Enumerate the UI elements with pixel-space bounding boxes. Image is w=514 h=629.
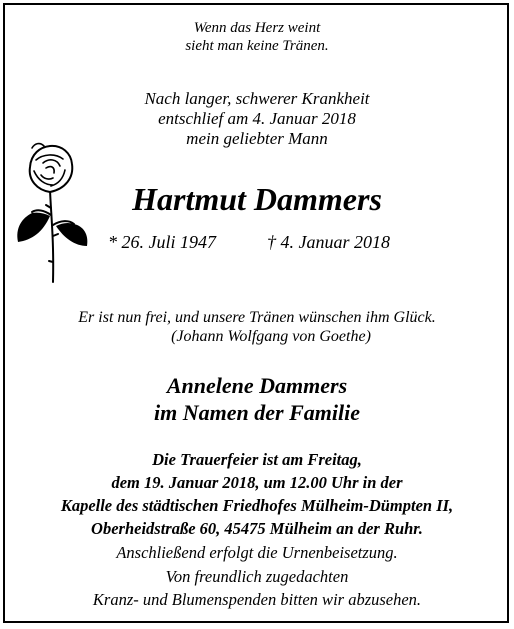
service-line-3: Kapelle des städtischen Friedhofes Mülheim-Dümpten II, (60, 496, 454, 515)
intro-line-2: entschlief am 4. Januar 2018 (158, 109, 356, 128)
family-line-1: Annelene Dammers (166, 373, 348, 398)
service-line-4: Oberheidstraße 60, 45475 Mülheim an der Ruhr. (91, 519, 423, 538)
closing-line-2: Von freundlich zugedachten (165, 567, 349, 586)
motto-line-1: Wenn das Herz weint (193, 20, 321, 36)
quote-text: Er ist nun frei, und unsere Tränen wünschen ihm Glück. (78, 309, 436, 326)
closing-line-1: Anschließend erfolgt die Urnenbeisetzung. (116, 543, 398, 562)
motto-line-2: sieht man keine Tränen. (185, 38, 329, 54)
deceased-name: Hartmut Dammers (132, 181, 382, 217)
service-line-1: Die Trauerfeier ist am Freitag, (152, 450, 362, 469)
family-line-2: im Namen der Familie (154, 400, 360, 425)
closing-line-3: Kranz- und Blumenspenden bitten wir abzusehen. (92, 590, 422, 609)
service-line-2: dem 19. Januar 2018, um 12.00 Uhr in der (111, 473, 403, 492)
intro-line-3: mein geliebter Mann (186, 129, 328, 148)
death-date: † 4. Januar 2018 (267, 232, 390, 252)
quote-author: (Johann Wolfgang von Goethe) (171, 328, 371, 345)
birth-date: * 26. Juli 1947 (108, 232, 216, 252)
intro-line-1: Nach langer, schwerer Krankheit (144, 89, 370, 108)
